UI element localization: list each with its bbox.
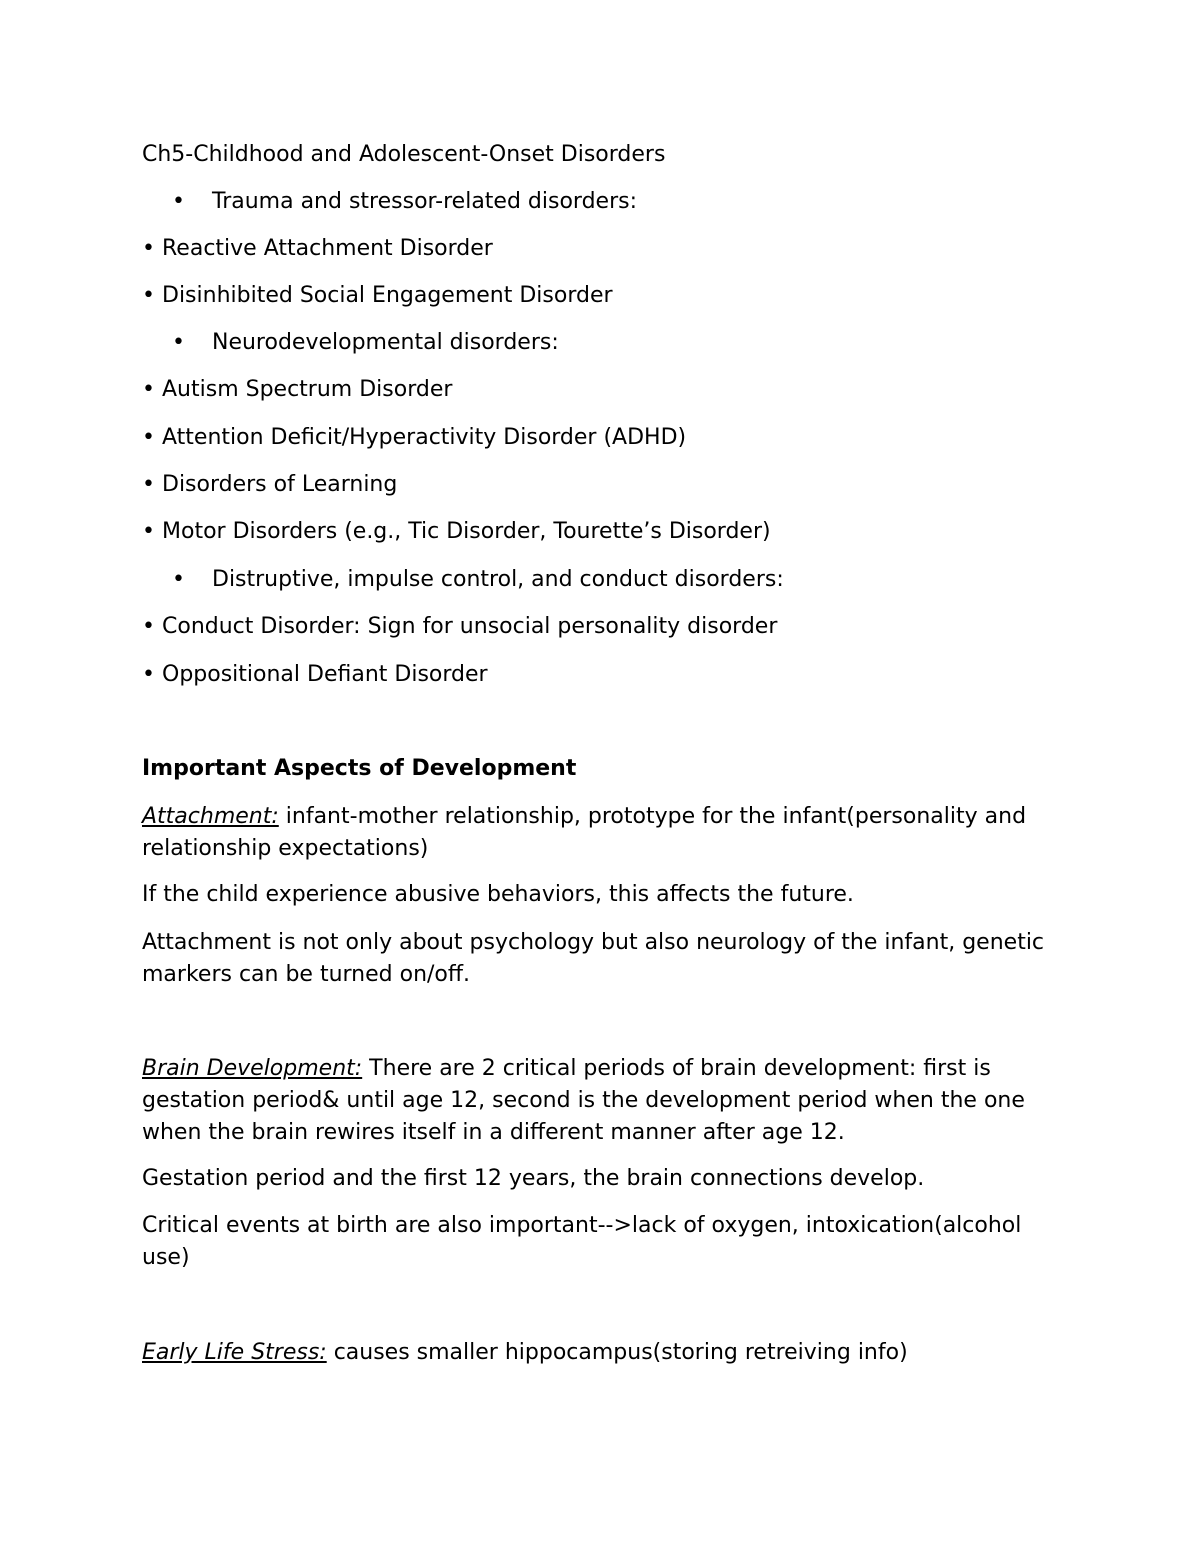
bullet-icon: •	[142, 472, 155, 497]
attachment-term: Attachment:	[142, 804, 279, 829]
bullet-icon: •	[142, 236, 155, 261]
brain-paragraph-2: Gestation period and the first 12 years, the brain connections develop.	[142, 1166, 925, 1191]
list-item: • Oppositional Defiant Disorder	[142, 659, 488, 691]
stress-paragraph: Early Life Stress: causes smaller hippocampus(storing retreiving info)	[142, 1340, 908, 1365]
brain-paragraph: Brain Development: There are 2 critical periods of brain development: first is gestation period& until age 12, second is the development period when the one when the brain rewires itself in a different manner after age 12.	[142, 1056, 1025, 1145]
bullet-icon: •	[142, 614, 155, 639]
bullet-icon: •	[142, 283, 155, 308]
list-item: • Motor Disorders (e.g., Tic Disorder, Tourette’s Disorder)	[142, 516, 771, 548]
list-item: • Autism Spectrum Disorder	[142, 374, 452, 406]
attachment-paragraph-2: If the child experience abusive behaviors, this affects the future.	[142, 882, 854, 907]
bullet-icon: •	[172, 567, 185, 592]
list-item: • Attention Deficit/Hyperactivity Disorder (ADHD)	[142, 422, 686, 454]
list-item: • Disorders of Learning	[142, 469, 397, 501]
stress-term: Early Life Stress:	[142, 1340, 327, 1365]
bullet-icon: •	[172, 330, 185, 355]
list-item: • Disinhibited Social Engagement Disorder	[142, 280, 613, 312]
bullet-icon: •	[142, 662, 155, 687]
attachment-paragraph-3: Attachment is not only about psychology but also neurology of the infant, genetic markers can be turned on/off.	[142, 930, 1045, 987]
list-item: • Trauma and stressor-related disorders:	[172, 186, 637, 218]
bullet-icon: •	[142, 425, 155, 450]
list-item: • Distruptive, impulse control, and conduct disorders:	[172, 564, 784, 596]
list-item: • Neurodevelopmental disorders:	[172, 327, 559, 359]
bullet-icon: •	[142, 377, 155, 402]
section-heading: Important Aspects of Development	[142, 756, 577, 781]
list-item: • Conduct Disorder: Sign for unsocial personality disorder	[142, 611, 777, 643]
brain-paragraph-3: Critical events at birth are also important-->lack of oxygen, intoxication(alcohol use)	[142, 1213, 1022, 1270]
brain-term: Brain Development:	[142, 1056, 363, 1081]
list-item: • Reactive Attachment Disorder	[142, 233, 493, 265]
bullet-icon: •	[172, 189, 185, 214]
attachment-paragraph: Attachment: infant-mother relationship, prototype for the infant(personality and relationship expectations)	[142, 804, 1027, 861]
bullet-icon: •	[142, 519, 155, 544]
document-title: Ch5-Childhood and Adolescent-Onset Disorders	[142, 142, 666, 167]
